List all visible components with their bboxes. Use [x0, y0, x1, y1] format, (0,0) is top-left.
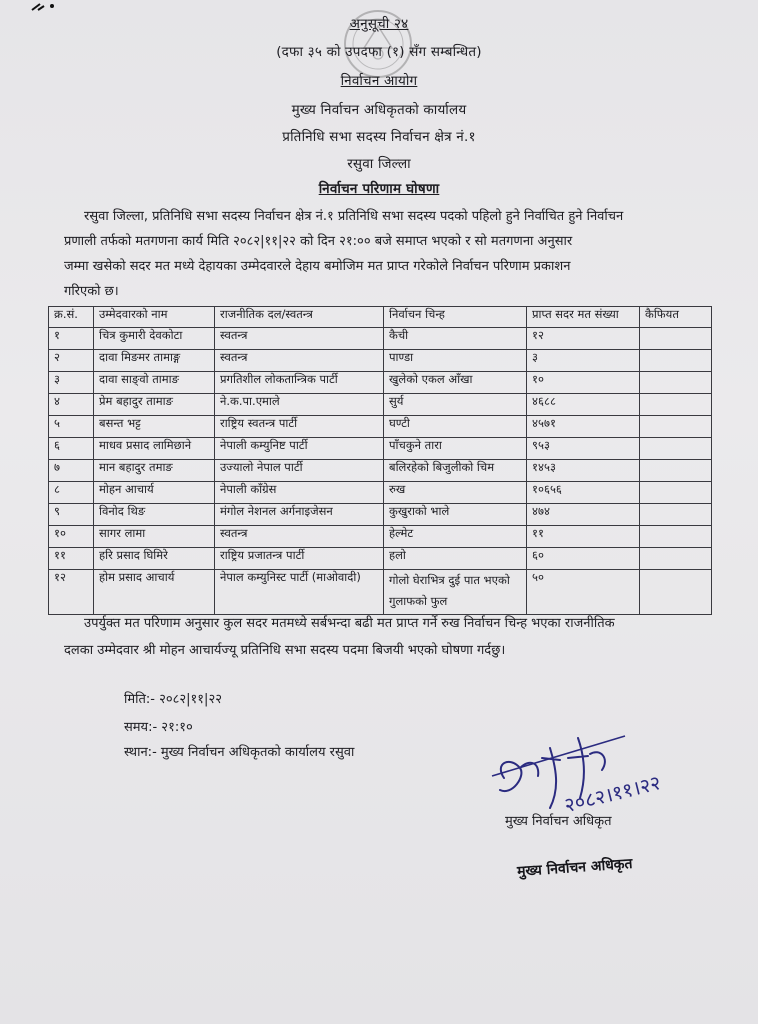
table-row — [49, 438, 712, 460]
cell-sn: १० — [49, 526, 94, 548]
constituency-name: प्रतिनिधि सभा सदस्य निर्वाचन क्षेत्र नं.१ — [282, 129, 476, 145]
cell-symbol: गोलो घेराभित्र दुई पात भएको गुलाफको फुल — [384, 570, 527, 615]
cell-symbol: रुख — [384, 482, 527, 504]
date-line: मिति:- २०८२|११|२२ — [124, 692, 222, 707]
signature-date: २०८२।११।२२ — [561, 770, 664, 818]
cell-sn: १२ — [49, 570, 94, 615]
cell-votes: ११ — [527, 526, 640, 548]
corner-mark-icon — [30, 0, 60, 14]
cell-remarks — [640, 460, 712, 482]
header-symbol: निर्वाचन चिन्ह — [384, 307, 527, 328]
header-remarks: कैफियत — [640, 307, 712, 328]
cell-name: हरि प्रसाद घिमिरे — [94, 548, 215, 570]
district-name: रसुवा जिल्ला — [347, 156, 411, 172]
table-row — [49, 350, 712, 372]
cell-remarks — [640, 416, 712, 438]
cell-symbol: कैची — [384, 328, 527, 350]
rule-reference: (दफा ३५ को उपदफा (१) सँग सम्बन्धित) — [276, 44, 482, 60]
table-row — [49, 526, 712, 548]
cell-party: राष्ट्रिय प्रजातन्त्र पार्टी — [215, 548, 384, 570]
cell-votes: ३ — [527, 350, 640, 372]
cell-sn: ४ — [49, 394, 94, 416]
conclusion-line: उपर्युक्त मत परिणाम अनुसार कुल सदर मतमध्ये सर्बभन्दा बढी मत प्राप्त गर्ने रुख निर्वाचन चिन्ह भएका राजनीतिक — [84, 616, 615, 631]
cell-name: बसन्त भट्ट — [94, 416, 215, 438]
conclusion-paragraph — [64, 610, 719, 664]
intro-line: रसुवा जिल्ला, प्रतिनिधि सभा सदस्य निर्वाचन क्षेत्र नं.१ प्रतिनिधि सभा सदस्य पदको पहिलो हुने निर्वाचित हुने निर्वाचन — [84, 209, 624, 224]
intro-line: प्रणाली तर्फको मतगणना कार्य मिति २०८२|११|२२ को दिन २१:०० बजे समाप्त भएको र सो मतगणना अनुसार — [64, 234, 573, 249]
cell-party: स्वतन्त्र — [215, 328, 384, 350]
cell-name: चित्र कुमारी देवकोटा — [94, 328, 215, 350]
cell-votes: १४५३ — [527, 460, 640, 482]
cell-name: मान बहादुर तमाङ — [94, 460, 215, 482]
table-row — [49, 416, 712, 438]
cell-remarks — [640, 438, 712, 460]
cell-votes: ५० — [527, 570, 640, 615]
cell-party: नेपाली काँग्रेस — [215, 482, 384, 504]
table-row — [49, 548, 712, 570]
cell-sn: ६ — [49, 438, 94, 460]
intro-line: गरिएको छ। — [64, 284, 119, 299]
table-row — [49, 328, 712, 350]
cell-party: नेपाल कम्युनिस्ट पार्टी (माओवादी) — [215, 570, 384, 615]
cell-party: ने.क.पा.एमाले — [215, 394, 384, 416]
cell-party: नेपाली कम्युनिष्ट पार्टी — [215, 438, 384, 460]
cell-name: सागर लामा — [94, 526, 215, 548]
cell-votes: १० — [527, 372, 640, 394]
time-line: समय:- २१:१० — [124, 720, 193, 735]
table-row — [49, 482, 712, 504]
table-row — [49, 504, 712, 526]
officer-title: मुख्य निर्वाचन अधिकृत — [505, 814, 612, 829]
cell-sn: २ — [49, 350, 94, 372]
officer-stamp: मुख्य निर्वाचन अधिकृत — [516, 855, 634, 881]
cell-remarks — [640, 504, 712, 526]
table-row — [49, 372, 712, 394]
cell-votes: ४६८८ — [527, 394, 640, 416]
cell-symbol: हलो — [384, 548, 527, 570]
cell-remarks — [640, 482, 712, 504]
table-header-row — [49, 307, 712, 328]
cell-name: दावा साङ्वो तामाङ — [94, 372, 215, 394]
cell-remarks — [640, 548, 712, 570]
cell-name: विनोद थिङ — [94, 504, 215, 526]
cell-name: मोहन आचार्य — [94, 482, 215, 504]
office-name: मुख्य निर्वाचन अधिकृतको कार्यालय — [291, 102, 467, 118]
cell-votes: १०६५६ — [527, 482, 640, 504]
cell-remarks — [640, 328, 712, 350]
header-party: राजनीतिक दल/स्वतन्त्र — [215, 307, 384, 328]
cell-name: माधव प्रसाद लामिछाने — [94, 438, 215, 460]
place-line: स्थान:- मुख्य निर्वाचन अधिकृतको कार्यालय रसुवा — [124, 745, 355, 760]
cell-remarks — [640, 570, 712, 615]
cell-name: होम प्रसाद आचार्य — [94, 570, 215, 615]
results-table — [48, 306, 712, 615]
intro-line: जम्मा खसेको सदर मत मध्ये देहायका उम्मेदवारले देहाय बमोजिम मत प्राप्त गरेकोले निर्वाचन परिणाम प्रकाशन — [64, 259, 571, 274]
cell-symbol: घण्टी — [384, 416, 527, 438]
cell-symbol: कुखुराको भाले — [384, 504, 527, 526]
cell-sn: ३ — [49, 372, 94, 394]
table-row — [49, 394, 712, 416]
table-row — [49, 460, 712, 482]
cell-symbol: हेल्मेट — [384, 526, 527, 548]
cell-sn: ८ — [49, 482, 94, 504]
cell-party: स्वतन्त्र — [215, 526, 384, 548]
cell-votes: ४७४ — [527, 504, 640, 526]
cell-votes: १२ — [527, 328, 640, 350]
cell-party: उज्यालो नेपाल पार्टी — [215, 460, 384, 482]
cell-sn: ९ — [49, 504, 94, 526]
header-votes: प्राप्त सदर मत संख्या — [527, 307, 640, 328]
cell-party: स्वतन्त्र — [215, 350, 384, 372]
annex-heading: अनुसूची २४ — [349, 16, 409, 32]
header-candidate: उम्मेदवारको नाम — [94, 307, 215, 328]
cell-remarks — [640, 350, 712, 372]
cell-remarks — [640, 394, 712, 416]
cell-party: राष्ट्रिय स्वतन्त्र पार्टी — [215, 416, 384, 438]
cell-remarks — [640, 526, 712, 548]
cell-symbol: पाण्डा — [384, 350, 527, 372]
cell-votes: ६० — [527, 548, 640, 570]
cell-symbol: खुलेको एकल आँखा — [384, 372, 527, 394]
cell-sn: १ — [49, 328, 94, 350]
cell-sn: ५ — [49, 416, 94, 438]
cell-party: प्रगतिशील लोकतान्त्रिक पार्टी — [215, 372, 384, 394]
cell-symbol: बलिरहेको बिजुलीको चिम — [384, 460, 527, 482]
cell-party: मंगोल नेशनल अर्गनाइजेसन — [215, 504, 384, 526]
page-title: निर्वाचन परिणाम घोषणा — [318, 181, 440, 197]
cell-name: प्रेम बहादुर तामाङ — [94, 394, 215, 416]
table-row — [49, 570, 712, 615]
header-sn: क्र.सं. — [49, 307, 94, 328]
cell-remarks — [640, 372, 712, 394]
cell-symbol: सुर्य — [384, 394, 527, 416]
cell-votes: ९५३ — [527, 438, 640, 460]
intro-paragraph — [64, 204, 714, 304]
cell-votes: ४५७१ — [527, 416, 640, 438]
commission-name: निर्वाचन आयोग — [340, 73, 418, 89]
cell-symbol: पाँचकुने तारा — [384, 438, 527, 460]
cell-sn: ७ — [49, 460, 94, 482]
cell-sn: ११ — [49, 548, 94, 570]
handwritten-signature — [490, 718, 730, 818]
conclusion-line: दलका उम्मेदवार श्री मोहन आचार्यज्यू प्रतिनिधि सभा सदस्य पदमा बिजयी भएको घोषणा गर्दछु। — [64, 643, 506, 658]
cell-name: दावा मिङमर तामाङ्ग — [94, 350, 215, 372]
